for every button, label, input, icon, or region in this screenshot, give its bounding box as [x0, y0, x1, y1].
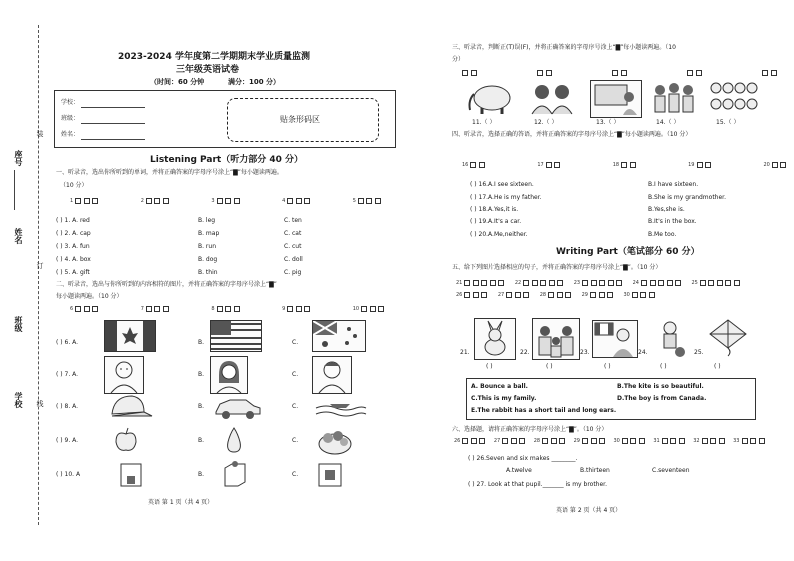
q5-instruction: 五、给下列图片选择相应的句子，并将正确答案的字母序号涂上“▇”。（10 分）: [452, 264, 662, 271]
box-image-c: [316, 460, 344, 488]
girl-image: [210, 356, 248, 394]
q2-8-b: B.: [198, 403, 205, 410]
boat-water-image: [312, 394, 368, 420]
q26-option-c: C.seventeen: [652, 467, 690, 474]
pear-image: [222, 424, 246, 454]
left-subtitle: 三年级英语试卷: [176, 65, 240, 75]
footer-left: 英语 第 1 页（共 4 页）: [148, 499, 214, 506]
q1-item-5-c: C. pig: [284, 269, 302, 276]
q2-7-label: ( ) 7. A.: [56, 371, 79, 378]
listening-heading: Listening Part（听力部分 40 分）: [150, 155, 304, 165]
side-school: 学校: [14, 392, 23, 408]
q4-18-a: ( ) 18.A.Yes,it is.: [470, 206, 519, 213]
q4-17-a: ( ) 17.A.He is my father.: [470, 194, 542, 201]
q5-options-box: [466, 378, 756, 420]
q4-18-b: B.Yes,she is.: [648, 206, 685, 213]
teacher-board-image: [590, 80, 642, 118]
school-label: 学校：: [61, 99, 80, 106]
q2-7-c: C.: [292, 371, 299, 378]
q1-item-2-b: B. map: [198, 230, 220, 237]
q5-option-b: B.The kite is so beautiful.: [617, 383, 704, 390]
q2-10-label: ( ) 10. A: [56, 471, 81, 478]
side-line: 线: [36, 400, 44, 407]
barcode-area: [227, 98, 379, 142]
q5-answer-bubbles-1[interactable]: 21 22 23 24 25: [456, 280, 740, 286]
class-field[interactable]: [81, 123, 145, 124]
grandpa-image: [104, 356, 144, 394]
q1-answer-bubbles[interactable]: 1 2 3 4 5: [70, 198, 381, 204]
q1-item-4-a: ( ) 4. A. box: [56, 256, 91, 263]
q1-item-1-c: C. ten: [284, 217, 302, 224]
q1-instruction: 一、听录音，选出你所听到的单词，并将正确答案的字母序号涂上“▇”每小题读两遍。: [56, 169, 283, 176]
q1-score: （10 分）: [60, 182, 88, 189]
q4-answer-bubbles[interactable]: 16 17 18 19 20: [462, 162, 787, 168]
class-label: 班级：: [61, 115, 80, 122]
q2-instruction-2: 每小题读两遍。（10 分）: [56, 293, 123, 300]
side-name: 姓名: [14, 228, 23, 244]
usa-flag-image: [210, 320, 262, 352]
left-title: 2023-2024 学年度第二学期期末学业质量监测: [118, 52, 310, 62]
q1-item-5-b: B. thin: [198, 269, 218, 276]
footer-right: 英语 第 2 页（共 4 页）: [556, 507, 622, 514]
q5-label-23: 23.: [580, 349, 590, 356]
fruit-basket-image: [316, 424, 354, 456]
student-info-box: [54, 90, 396, 148]
q5-option-d: D.The boy is from Canada.: [617, 395, 707, 402]
q3-item-15: 15.（ ）: [716, 119, 740, 126]
q3-item-11: 11.（ ）: [472, 119, 496, 126]
q1-item-3-a: ( ) 3. A. fun: [56, 243, 90, 250]
q2-7-b: B.: [198, 371, 205, 378]
name-label: 姓名：: [61, 131, 80, 138]
q5-blank-22: ( ): [546, 363, 553, 370]
q4-20-a: ( ) 20.A.Me,neither.: [470, 231, 528, 238]
q5-option-a: A. Bounce a ball.: [471, 383, 528, 390]
q6-instruction: 六、选择题，请将正确答案的字母序号涂上“▇”。（10 分）: [452, 426, 608, 433]
q2-answer-bubbles[interactable]: 6 7 8 9 10: [70, 306, 385, 312]
q2-6-b: B.: [198, 339, 205, 346]
q6-answer-bubbles[interactable]: 26 27 28 29 30 31 32 33: [454, 438, 765, 444]
q3-item-12: 12.（ ）: [534, 119, 558, 126]
side-bind: 装: [36, 130, 44, 137]
q1-item-3-b: B. run: [198, 243, 217, 250]
q5-label-25: 25.: [694, 349, 704, 356]
q3-answer-bubbles[interactable]: [462, 70, 777, 76]
canada-flag-image: [104, 320, 156, 352]
kids-reading-image: [528, 80, 578, 116]
q1-item-4-c: C. doll: [284, 256, 303, 263]
q26-option-a: A.twelve: [506, 467, 532, 474]
q3-item-14: 14.（ ）: [656, 119, 680, 126]
q5-answer-bubbles-2[interactable]: 26 27 28 29 30: [456, 292, 655, 298]
q3-item-13: 13.（ ）: [596, 119, 620, 126]
q1-item-2-a: ( ) 2. A. cap: [56, 230, 91, 237]
q5-blank-23: ( ): [604, 363, 611, 370]
name-field[interactable]: [81, 139, 145, 140]
q2-9-label: ( ) 9. A.: [56, 437, 79, 444]
binding-line: [38, 25, 39, 525]
q2-8-c: C.: [292, 403, 299, 410]
family-image: [650, 80, 700, 116]
apple-image: [112, 426, 140, 454]
q2-9-c: C.: [292, 437, 299, 444]
q4-17-b: B.She is my grandmother.: [648, 194, 726, 201]
car-image: [212, 394, 262, 420]
side-zhuang: 订: [36, 262, 44, 269]
q1-item-1-a: ( ) 1. A. red: [56, 217, 90, 224]
q5-label-24: 24.: [638, 349, 648, 356]
q4-16-b: B.I have sixteen.: [648, 181, 699, 188]
time-info: （时间：60 分钟: [150, 78, 205, 86]
q5-label-22: 22.: [520, 349, 530, 356]
rabbit-image: [474, 318, 516, 360]
q5-blank-25: ( ): [714, 363, 721, 370]
elephant-image: [466, 80, 516, 116]
q5-option-e: E.The rabbit has a short tail and long ears.: [471, 407, 617, 414]
q26-text: ( ) 26.Seven and six makes ________.: [468, 455, 578, 462]
q5-option-c: C.This is my family.: [471, 395, 537, 402]
q1-item-4-b: B. dog: [198, 256, 218, 263]
q2-9-b: B.: [198, 437, 205, 444]
q5-blank-21: ( ): [486, 363, 493, 370]
box-image-a: [118, 460, 144, 488]
kite-image: [706, 318, 750, 358]
q5-label-21: 21.: [460, 349, 470, 356]
q4-instruction: 四、听录音，选择正确的答语，并将正确答案的字母序号涂上“▇”每小题读两遍。（10 分）: [452, 131, 692, 138]
side-class: 班级: [14, 316, 23, 332]
q3-instruction-2: 分）: [452, 56, 465, 63]
family-photo-image: [532, 318, 580, 360]
canada-boy-image: [592, 320, 638, 358]
box-image-b: [222, 460, 248, 488]
q1-item-3-c: C. cut: [284, 243, 302, 250]
q2-6-label: ( ) 6. A.: [56, 339, 79, 346]
barcode-label: 贴条形码区: [280, 115, 320, 124]
q4-16-a: ( ) 16.A.I see sixteen.: [470, 181, 534, 188]
bears-image: [708, 80, 758, 116]
q1-item-5-a: ( ) 5. A. gift: [56, 269, 90, 276]
q5-blank-24: ( ): [660, 363, 667, 370]
q3-instruction: 三、听录音，判断正(T)误(F)，并将正确答案的字母序号涂上“▇”每小题读两遍。（10: [452, 44, 676, 51]
ball-boy-image: [650, 318, 690, 358]
australia-flag-image: [312, 320, 366, 352]
cap-image: [104, 392, 154, 422]
q4-19-a: ( ) 19.A.It's a car.: [470, 218, 522, 225]
q2-6-c: C.: [292, 339, 299, 346]
q2-instruction: 二、听录音，选出与你所听到的内容相符的图片，并将正确答案的字母序号涂上“▇”: [56, 281, 277, 288]
q27-text: ( ) 27. Look at that pupil._______ is my brother.: [468, 481, 607, 488]
q4-19-b: B.It's in the box.: [648, 218, 697, 225]
score-info: 满分：100 分）: [228, 78, 281, 86]
q2-10-b: B.: [198, 471, 205, 478]
school-field[interactable]: [81, 107, 145, 108]
q26-option-b: B.thirteen: [580, 467, 610, 474]
side-seat: 座号: [14, 150, 23, 166]
q2-8-label: ( ) 8. A.: [56, 403, 79, 410]
q4-20-b: B.Me too.: [648, 231, 677, 238]
q1-item-2-c: C. cat: [284, 230, 302, 237]
boy-image: [312, 356, 352, 394]
q2-10-c: C.: [292, 471, 299, 478]
writing-heading: Writing Part（笔试部分 60 分）: [556, 247, 700, 257]
q1-item-1-b: B. leg: [198, 217, 216, 224]
